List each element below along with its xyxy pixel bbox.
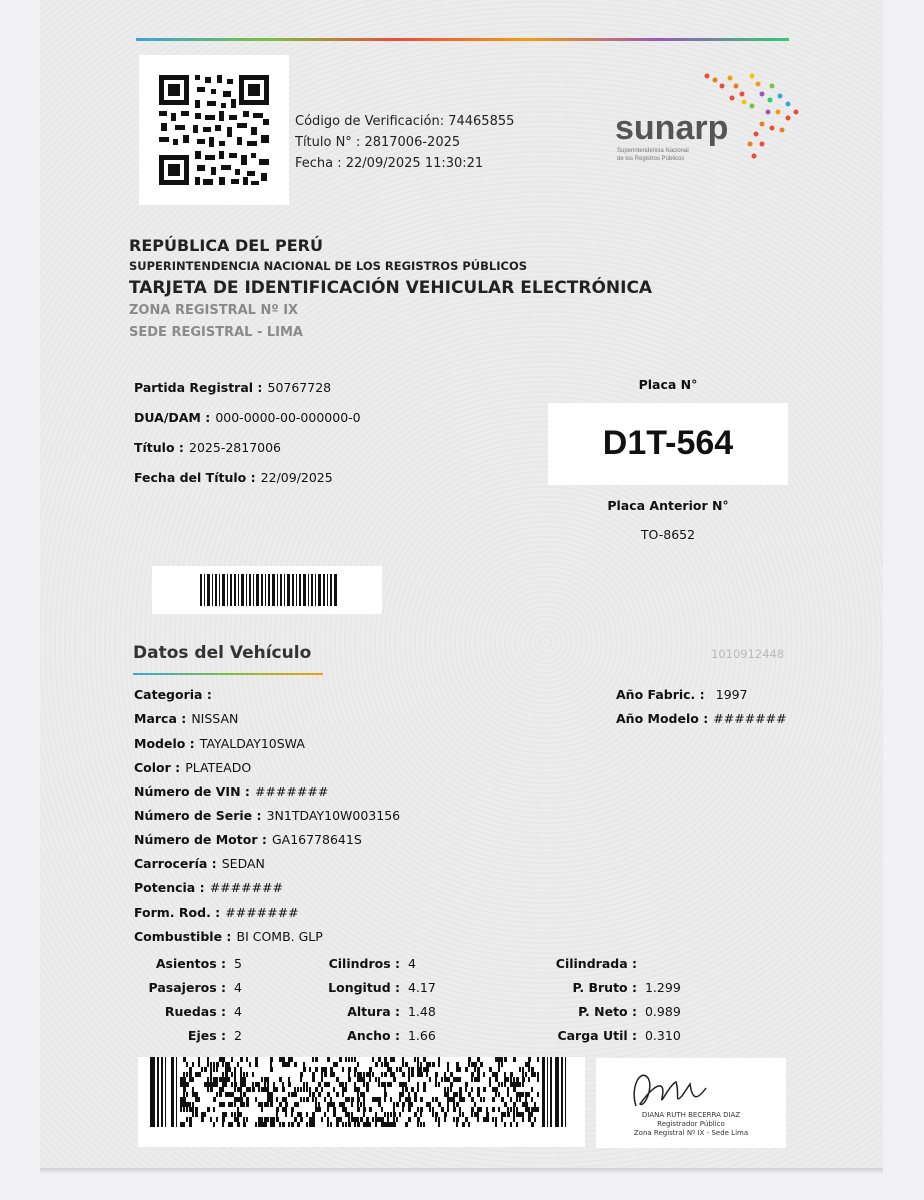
field-marca (134, 708, 238, 727)
barcode-small-icon (152, 566, 382, 614)
field-value: GA16778641S (271, 832, 362, 847)
signatory-office: Zona Registral Nº IX - Sede Lima (633, 1129, 749, 1137)
spec-pasajeros (130, 980, 242, 995)
field-label: Número de VIN : (134, 784, 250, 799)
spec-cilindros (300, 956, 416, 971)
spec-ruedas (130, 1004, 242, 1019)
spec-label: P. Bruto : (572, 980, 637, 995)
document-title: TARJETA DE IDENTIFICACIÓN VEHICULAR ELECTRÓNICA (129, 278, 653, 298)
spec-label: Asientos : (155, 956, 226, 971)
spec-p-neto (530, 1004, 681, 1019)
spec-value: 4 (233, 1004, 242, 1019)
spec-label: Cilindros : (328, 956, 400, 971)
logo-subtitle-1: Superintendencia Nacional (617, 148, 689, 154)
field-value: TAYALDAY10SWA (199, 736, 305, 751)
field-anio-fabric (616, 684, 748, 703)
partida-value: 50767728 (267, 380, 332, 395)
section-underline (133, 673, 323, 675)
spec-asientos (130, 956, 242, 971)
field-label: Combustible : (134, 929, 232, 944)
field-value: NISSAN (191, 711, 239, 726)
spec-label: Carga Util : (557, 1028, 637, 1043)
field-label: Color : (134, 760, 181, 775)
spec-label: Ruedas : (164, 1004, 226, 1019)
spec-value: 1.48 (407, 1004, 436, 1019)
previous-plate-label: Placa Anterior N° (607, 498, 729, 513)
field-value: ####### (713, 711, 787, 726)
spec-value: 2 (233, 1028, 242, 1043)
spec-label: Ejes : (187, 1028, 226, 1043)
field-label: Form. Rod. : (134, 905, 221, 920)
field-value: 3N1TDAY10W003156 (266, 808, 401, 823)
spec-label: Cilindrada : (555, 956, 637, 971)
spec-value: 1.299 (644, 980, 681, 995)
field-label: Año Fabric. : (616, 687, 705, 702)
spec-label: Altura : (347, 1004, 400, 1019)
sunarp-burst-icon (612, 72, 802, 172)
field-label: Marca : (134, 711, 187, 726)
plate-label: Placa N° (638, 377, 698, 392)
logo-wordmark: sunarp (615, 109, 729, 147)
field-motor (134, 829, 362, 848)
agency-heading: SUPERINTENDENCIA NACIONAL DE LOS REGISTROS PÚBLICOS (129, 259, 528, 273)
field-anio-modelo (616, 708, 787, 727)
document-serial: 1010912448 (711, 647, 785, 661)
fecha-titulo-label: Fecha del Título : (134, 470, 256, 485)
field-combustible (134, 926, 323, 945)
fecha-titulo-row (134, 467, 333, 486)
field-value: BI COMB. GLP (236, 929, 323, 944)
spec-ejes (130, 1028, 242, 1043)
verification-code: Código de Verificación: 74465855 (295, 114, 515, 129)
field-value: ####### (225, 905, 299, 920)
spec-longitud (300, 980, 436, 995)
field-label: Año Modelo : (616, 711, 709, 726)
spec-value: 0.989 (644, 1004, 681, 1019)
office-label: SEDE REGISTRAL - LIMA (129, 325, 303, 340)
field-serie (134, 805, 400, 824)
spec-cilindrada (530, 956, 641, 971)
color-strip (136, 38, 789, 41)
dua-row (134, 407, 361, 426)
partida-row (134, 377, 331, 396)
field-value: ####### (254, 784, 329, 799)
field-label: Número de Serie : (134, 808, 262, 823)
field-value: 1997 (715, 687, 748, 702)
sunarp-logo (612, 72, 802, 172)
spec-label: Longitud : (328, 980, 400, 995)
qr-code-icon (139, 55, 289, 205)
zone-label: ZONA REGISTRAL Nº IX (129, 303, 299, 318)
field-categoria (134, 684, 212, 703)
field-label: Modelo : (134, 736, 195, 751)
pdf417-barcode (138, 1057, 585, 1147)
spec-value: 4.17 (407, 980, 436, 995)
page-edge (40, 1168, 883, 1174)
field-value: SEDAN (221, 856, 265, 871)
signatory-name: DIANA RUTH BECERRA DIAZ (641, 1111, 741, 1119)
titulo-row (134, 437, 281, 456)
spec-value: 4 (407, 956, 416, 971)
previous-plate-number: TO-8652 (640, 527, 696, 542)
dua-value: 000-0000-00-000000-0 (215, 410, 361, 425)
titulo-label: Título : (134, 440, 184, 455)
field-label: Potencia : (134, 880, 205, 895)
verification-title: Título N° : 2817006-2025 (295, 135, 461, 150)
field-modelo (134, 733, 305, 752)
spec-value: 0.310 (644, 1028, 681, 1043)
spec-carga-util (530, 1028, 681, 1043)
logo-subtitle-2: de los Registros Públicos (617, 156, 685, 162)
barcode-small (152, 566, 382, 614)
spec-value: 1.66 (407, 1028, 436, 1043)
dua-label: DUA/DAM : (134, 410, 211, 425)
field-label: Categoria : (134, 687, 212, 702)
spec-altura (300, 1004, 436, 1019)
republic-heading: REPÚBLICA DEL PERÚ (129, 236, 323, 255)
plate-number: D1T-564 (602, 424, 734, 462)
vehicle-section-title: Datos del Vehículo (133, 643, 312, 663)
spec-label: Ancho : (347, 1028, 400, 1043)
spec-p-bruto (530, 980, 681, 995)
field-color (134, 757, 251, 776)
verification-info (295, 111, 514, 174)
field-value: ####### (209, 880, 284, 895)
field-label: Número de Motor : (134, 832, 267, 847)
spec-value: 4 (233, 980, 242, 995)
qr-code (139, 55, 289, 205)
spec-label: P. Neto : (578, 1004, 637, 1019)
fecha-titulo-value: 22/09/2025 (260, 470, 333, 485)
partida-label: Partida Registral : (134, 380, 263, 395)
field-form-rod (134, 902, 299, 921)
field-value: PLATEADO (185, 760, 252, 775)
pdf417-barcode-icon (138, 1057, 585, 1147)
verification-date: Fecha : 22/09/2025 11:30:21 (295, 156, 484, 171)
spec-value: 5 (233, 956, 242, 971)
spec-label: Pasajeros : (148, 980, 226, 995)
field-vin (134, 781, 328, 800)
spec-ancho (300, 1028, 436, 1043)
field-label: Carrocería : (134, 856, 217, 871)
titulo-value: 2025-2817006 (189, 440, 282, 455)
signatory-role: Registrador Público (657, 1120, 725, 1128)
field-potencia (134, 877, 283, 896)
field-carroceria (134, 853, 265, 872)
